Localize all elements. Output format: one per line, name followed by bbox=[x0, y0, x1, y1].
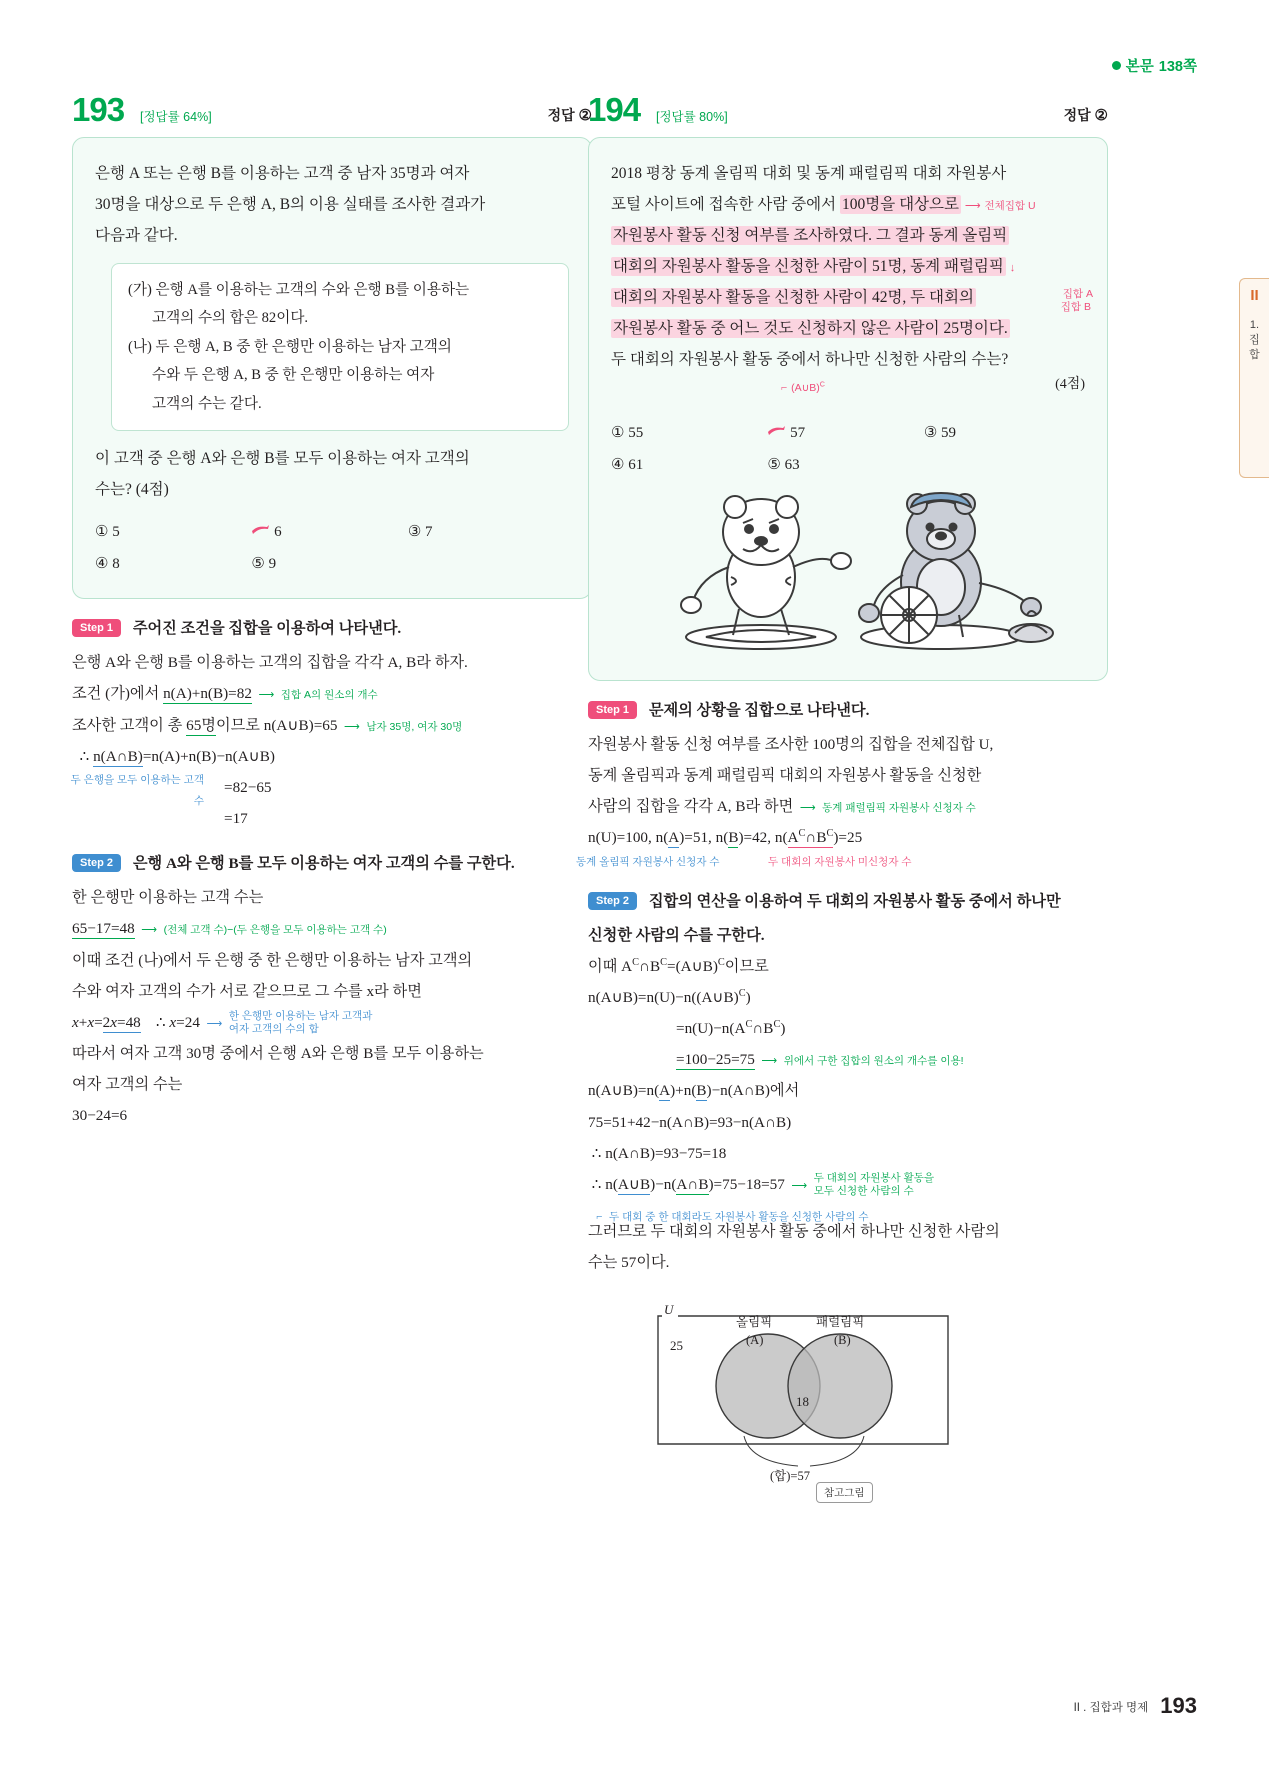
solution-line: 수는 57이다. bbox=[588, 1254, 670, 1272]
solution-line-with-note: 조건 (가)에서 n(A)+n(B)=82 ⟶ 집합 A의 원소의 개수 bbox=[72, 685, 378, 703]
solution-line: 동계 올림픽과 동계 패럴림픽 대회의 자원봉사 활동을 신청한 bbox=[588, 767, 982, 785]
stem-line-annotated: 대회의 자원봉사 활동을 신청한 사람이 42명, 두 대회의 집합 A bbox=[611, 282, 1085, 313]
solution-line: ∴ n(A∩B)=n(A)+n(B)−n(A∪B) bbox=[72, 747, 275, 765]
problem-number: 194 bbox=[588, 91, 641, 128]
mascot-illustration bbox=[611, 487, 1085, 662]
question-line: 이 고객 중 은행 A와 은행 B를 모두 이용하는 여자 고객의 bbox=[95, 450, 470, 468]
step-badge: Step 1 bbox=[588, 701, 637, 719]
margin-note: 동계 올림픽 자원봉사 신청자 수 bbox=[576, 855, 720, 868]
problem-193-header bbox=[72, 91, 592, 137]
condition-tag: (나) bbox=[128, 338, 152, 355]
solution-line: 75=51+42−n(A∩B)=93−n(A∩B) bbox=[588, 1113, 792, 1131]
solution-line: 따라서 여자 고객 30명 중에서 은행 A와 은행 B를 모두 이용하는 bbox=[72, 1044, 484, 1062]
choice-mark: ① bbox=[95, 524, 109, 541]
stem-line-annotated: 대회의 자원봉사 활동을 신청한 사람이 51명, 동계 패럴림픽 ↓ bbox=[613, 258, 1016, 275]
check-mark-icon bbox=[251, 525, 268, 537]
answer-value: ② bbox=[1094, 107, 1108, 124]
question-line: 수는? (4점) bbox=[95, 481, 169, 499]
solution-line-with-note: 65−17=48 ⟶ (전체 고객 수)−(두 은행을 모두 이용하는 고객 수) bbox=[72, 920, 387, 938]
figure-caption-wrap bbox=[816, 1482, 873, 1503]
choice-mark: ④ bbox=[611, 456, 625, 473]
condition-text: 은행 A를 이용하는 고객의 수와 은행 B를 이용하는 bbox=[155, 282, 470, 298]
solution-line: n(A∪B)=n(A)+n(B)−n(A∩B)에서 bbox=[588, 1082, 800, 1100]
choice-option[interactable] bbox=[924, 418, 1080, 450]
solution-line-with-note: 두 은행을 모두 이용하는 고객 수 =82−65 bbox=[72, 772, 592, 803]
choice-option-selected[interactable] bbox=[767, 418, 923, 450]
choice-mark: ① bbox=[611, 425, 625, 441]
choice-option[interactable] bbox=[95, 517, 251, 549]
solution-line: ∴ n(A∩B)=93−75=18 bbox=[588, 1144, 727, 1162]
choice-option[interactable] bbox=[611, 418, 767, 450]
stem-line: 두 대회의 자원봉사 활동 중에서 하나만 신청한 사람의 수는? bbox=[611, 351, 1009, 368]
margin-note: 두 대회의 자원봉사 미신청자 수 bbox=[768, 855, 912, 868]
solution-line-with-note: =100−25=75 ⟶ 위에서 구한 집합의 원소의 개수를 이용! bbox=[676, 1051, 964, 1069]
correct-rate: [정답률 80%] bbox=[656, 110, 728, 124]
choice-value: 9 bbox=[268, 555, 277, 572]
condition-text: 고객의 수의 합은 82이다. bbox=[152, 310, 309, 327]
choice-mark: ③ bbox=[923, 425, 938, 441]
answer-indicator bbox=[1064, 105, 1108, 125]
step-badge: Step 2 bbox=[72, 854, 121, 872]
step-title: 집합의 연산을 이용하여 두 대회의 자원봉사 활동 중에서 하나만 bbox=[648, 892, 1061, 910]
solution-line: $=n(U)-n(A^C\cap B^C)$ bbox=[676, 1019, 786, 1038]
stem-annotation-row: ⌐ (A∪B)$^C$ (4점) bbox=[611, 371, 1085, 402]
solution-line: 그러므로 두 대회의 자원봉사 활동 중에서 하나만 신청한 사람의 bbox=[588, 1223, 1000, 1241]
condition-text: 수와 두 은행 A, B 중 한 은행만 이용하는 여자 bbox=[152, 367, 435, 384]
step-heading bbox=[588, 890, 1108, 912]
margin-note: 동계 패럴림픽 자원봉사 신청자 수 bbox=[822, 802, 976, 815]
choice-value: 63 bbox=[784, 456, 800, 473]
source-reference bbox=[1112, 55, 1197, 76]
margin-note: (전체 고객 수)−(두 은행을 모두 이용하는 고객 수) bbox=[163, 924, 387, 937]
page-footer bbox=[1074, 1693, 1197, 1719]
step-title: 문제의 상황을 집합으로 나타낸다. bbox=[648, 702, 870, 719]
condition-text: 고객의 수는 같다. bbox=[152, 395, 262, 412]
solution-line-with-note: x+x=2x=48 ∴ x=24 ⟶ 한 은행만 이용하는 남자 고객과 여자 고객의 수의 합 bbox=[72, 1007, 592, 1038]
condition-tag: (가) bbox=[128, 282, 152, 298]
margin-note: 집합 A의 원소의 개수 bbox=[280, 689, 378, 702]
margin-note: 집합 A bbox=[1062, 288, 1093, 300]
answer-label: 정답 bbox=[547, 107, 575, 123]
step-title-cont: 신청한 사람의 수를 구한다. bbox=[588, 926, 765, 944]
outside-count: 25 bbox=[670, 1338, 683, 1354]
mascot-illustration-svg bbox=[611, 487, 1081, 662]
figure-caption: 참고그림 bbox=[816, 1482, 873, 1503]
solution-line-with-note: 조사한 고객이 총 65명이므로 n(A∪B)=65 ⟶ 남자 35명, 여자 30명 bbox=[72, 716, 463, 734]
step-heading bbox=[72, 852, 592, 874]
venn-left-set: (A) bbox=[746, 1333, 764, 1348]
point-value: (4점) bbox=[1055, 377, 1085, 392]
venn-diagram-svg bbox=[648, 1294, 1048, 1509]
stem-line: 은행 A 또는 은행 B를 이용하는 고객 중 남자 35명과 여자 bbox=[95, 165, 470, 182]
margin-note: 한 은행만 이용하는 남자 고객과 여자 고객의 수의 합 bbox=[228, 1009, 373, 1036]
stem-line: 2018 평창 동계 올림픽 대회 및 동계 패럴림픽 대회 자원봉사 bbox=[611, 165, 1007, 182]
margin-note: 전체집합 U bbox=[984, 200, 1036, 212]
stem-line: 다음과 같다. bbox=[95, 227, 178, 244]
margin-note: 위에서 구한 집합의 원소의 개수를 이용! bbox=[783, 1055, 964, 1068]
stem-line: 30명을 대상으로 두 은행 A, B의 이용 실태를 조사한 결과가 bbox=[95, 196, 486, 213]
solution-line: n(A∪B)=n(U)−n((A∪B)$^C$) bbox=[588, 987, 751, 1006]
choice-mark: ⑤ bbox=[251, 555, 265, 572]
answer-label: 정답 bbox=[1063, 107, 1091, 123]
solution-line: n(U)=100, n(A)=51, n(B)=42, $n(A^C\cap B^C)=25$ bbox=[588, 828, 863, 847]
problem-194-header bbox=[588, 91, 1108, 137]
answer-value: ② bbox=[578, 107, 592, 124]
solution-line: 여자 고객의 수는 bbox=[72, 1076, 183, 1094]
venn-left-label: 올림픽 bbox=[736, 1315, 773, 1330]
problem-number: 193 bbox=[72, 91, 125, 128]
reference-page: 138쪽 bbox=[1158, 59, 1197, 75]
choice-option[interactable] bbox=[767, 450, 923, 482]
choice-value: 59 bbox=[941, 425, 957, 441]
chapter-roman: II bbox=[1250, 287, 1259, 304]
step-heading bbox=[72, 617, 592, 639]
solution-line: 이때 조건 (나)에서 두 은행 중 한 은행만 이용하는 남자 고객의 bbox=[72, 951, 473, 969]
venn-intersection-count: 18 bbox=[796, 1394, 809, 1410]
footer-page-number: 193 bbox=[1160, 1693, 1197, 1718]
step-badge: Step 1 bbox=[72, 619, 121, 637]
choice-option[interactable] bbox=[611, 450, 767, 482]
check-mark-icon bbox=[767, 426, 784, 438]
stem-line-annotated: 자원봉사 활동 신청 여부를 조사하였다. 그 결과 동계 올림픽 bbox=[613, 227, 1008, 244]
margin-note: 두 대회의 자원봉사 활동을 모두 신청한 사람의 수 bbox=[813, 1171, 935, 1198]
universe-label: U bbox=[664, 1302, 674, 1318]
venn-bottom-label: (합)=57 bbox=[770, 1469, 810, 1484]
reference-label: 본문 bbox=[1125, 59, 1154, 75]
step-title: 은행 A와 은행 B를 모두 이용하는 여자 고객의 수를 구한다. bbox=[132, 855, 515, 873]
choice-mark: ④ bbox=[95, 555, 109, 572]
choice-mark: ⑤ bbox=[767, 456, 781, 473]
venn-right-set: (B) bbox=[834, 1333, 851, 1348]
solution-line: 한 은행만 이용하는 고객 수는 bbox=[72, 889, 264, 907]
choice-value: 5 bbox=[112, 524, 120, 541]
problem-194-statement bbox=[588, 137, 1108, 681]
margin-note: 두 은행을 모두 이용하는 고객 수 bbox=[70, 773, 204, 808]
condition-text: 두 은행 A, B 중 한 은행만 이용하는 남자 고객의 bbox=[155, 338, 452, 355]
chapter-side-tab bbox=[1239, 278, 1269, 478]
margin-note: 집합 B bbox=[1060, 301, 1091, 313]
condition-item bbox=[128, 333, 552, 418]
choice-option-selected[interactable] bbox=[251, 517, 407, 549]
answer-indicator bbox=[548, 105, 592, 125]
conditions-box bbox=[111, 263, 569, 431]
choice-option[interactable] bbox=[408, 517, 564, 549]
solution-line-with-note: ∴ n(A∪B)−n(A∩B)=75−18=57 ⟶ 두 대회의 자원봉사 활동을 모두 신청한 사람의 수 bbox=[588, 1169, 1108, 1200]
choice-value: 61 bbox=[628, 456, 644, 473]
choice-option[interactable] bbox=[95, 549, 251, 581]
solution-line: =17 bbox=[224, 810, 248, 828]
solution-line: 자원봉사 활동 신청 여부를 조사한 100명의 집합을 전체집합 U, bbox=[588, 736, 994, 753]
problem-column-right bbox=[576, 91, 1108, 1509]
solution-line: 30−24=6 bbox=[72, 1107, 128, 1125]
choice-option[interactable] bbox=[251, 549, 407, 581]
problem-193-statement bbox=[72, 137, 592, 599]
step-heading bbox=[588, 699, 1108, 721]
solution-line-with-note: 사람의 집합을 각각 A, B라 하면 ⟶ 동계 패럴림픽 자원봉사 신청자 수 bbox=[588, 798, 976, 816]
venn-diagram bbox=[588, 1294, 1108, 1509]
margin-note: 남자 35명, 여자 30명 bbox=[366, 720, 463, 733]
problem-column-left bbox=[70, 91, 592, 1131]
venn-right-label: 패럴림픽 bbox=[816, 1315, 865, 1330]
choice-value: 8 bbox=[112, 555, 120, 572]
chapter-tab-label: 1. 집 합 bbox=[1249, 319, 1260, 361]
solution-line: 은행 A와 은행 B를 이용하는 고객의 집합을 각각 A, B라 하자. bbox=[72, 654, 468, 672]
step-badge: Step 2 bbox=[588, 892, 637, 910]
footer-chapter: II . 집합과 명제 bbox=[1073, 1702, 1149, 1714]
margin-note: 두 대회 중 한 대회라도 자원봉사 활동을 신청한 사람의 수 bbox=[609, 1211, 869, 1224]
solution-line: 수와 여자 고객의 수가 서로 같으므로 그 수를 x라 하면 bbox=[72, 982, 422, 1000]
margin-note: (A∪B)$^C$ bbox=[791, 380, 825, 394]
correct-rate: [정답률 64%] bbox=[140, 110, 212, 124]
stem-line-annotated: 포털 사이트에 접속한 사람 중에서 100명을 대상으로 ⟶ 전체집합 U bbox=[611, 196, 1036, 213]
choice-list bbox=[95, 517, 569, 580]
choice-value: 55 bbox=[628, 425, 644, 441]
annotation-row bbox=[576, 854, 1108, 872]
condition-item bbox=[128, 276, 552, 333]
bullet-icon bbox=[1112, 61, 1121, 70]
stem-line-annotated: 자원봉사 활동 중 어느 것도 신청하지 않은 사람이 25명이다. 집합 B bbox=[611, 313, 1085, 344]
choice-value: 7 bbox=[425, 524, 433, 541]
choice-value: 6 bbox=[274, 524, 282, 541]
choice-list bbox=[611, 418, 1085, 481]
choice-mark: ③ bbox=[407, 524, 422, 541]
step-title: 주어진 조건을 집합을 이용하여 나타낸다. bbox=[132, 620, 402, 638]
choice-value: 57 bbox=[790, 425, 806, 441]
annotation-row: ⌐ 두 대회 중 한 대회라도 자원봉사 활동을 신청한 사람의 수 bbox=[588, 1211, 869, 1224]
solution-line: 이때 $A^C\cap B^C=(A\cup B)^C$이므로 bbox=[588, 956, 769, 975]
